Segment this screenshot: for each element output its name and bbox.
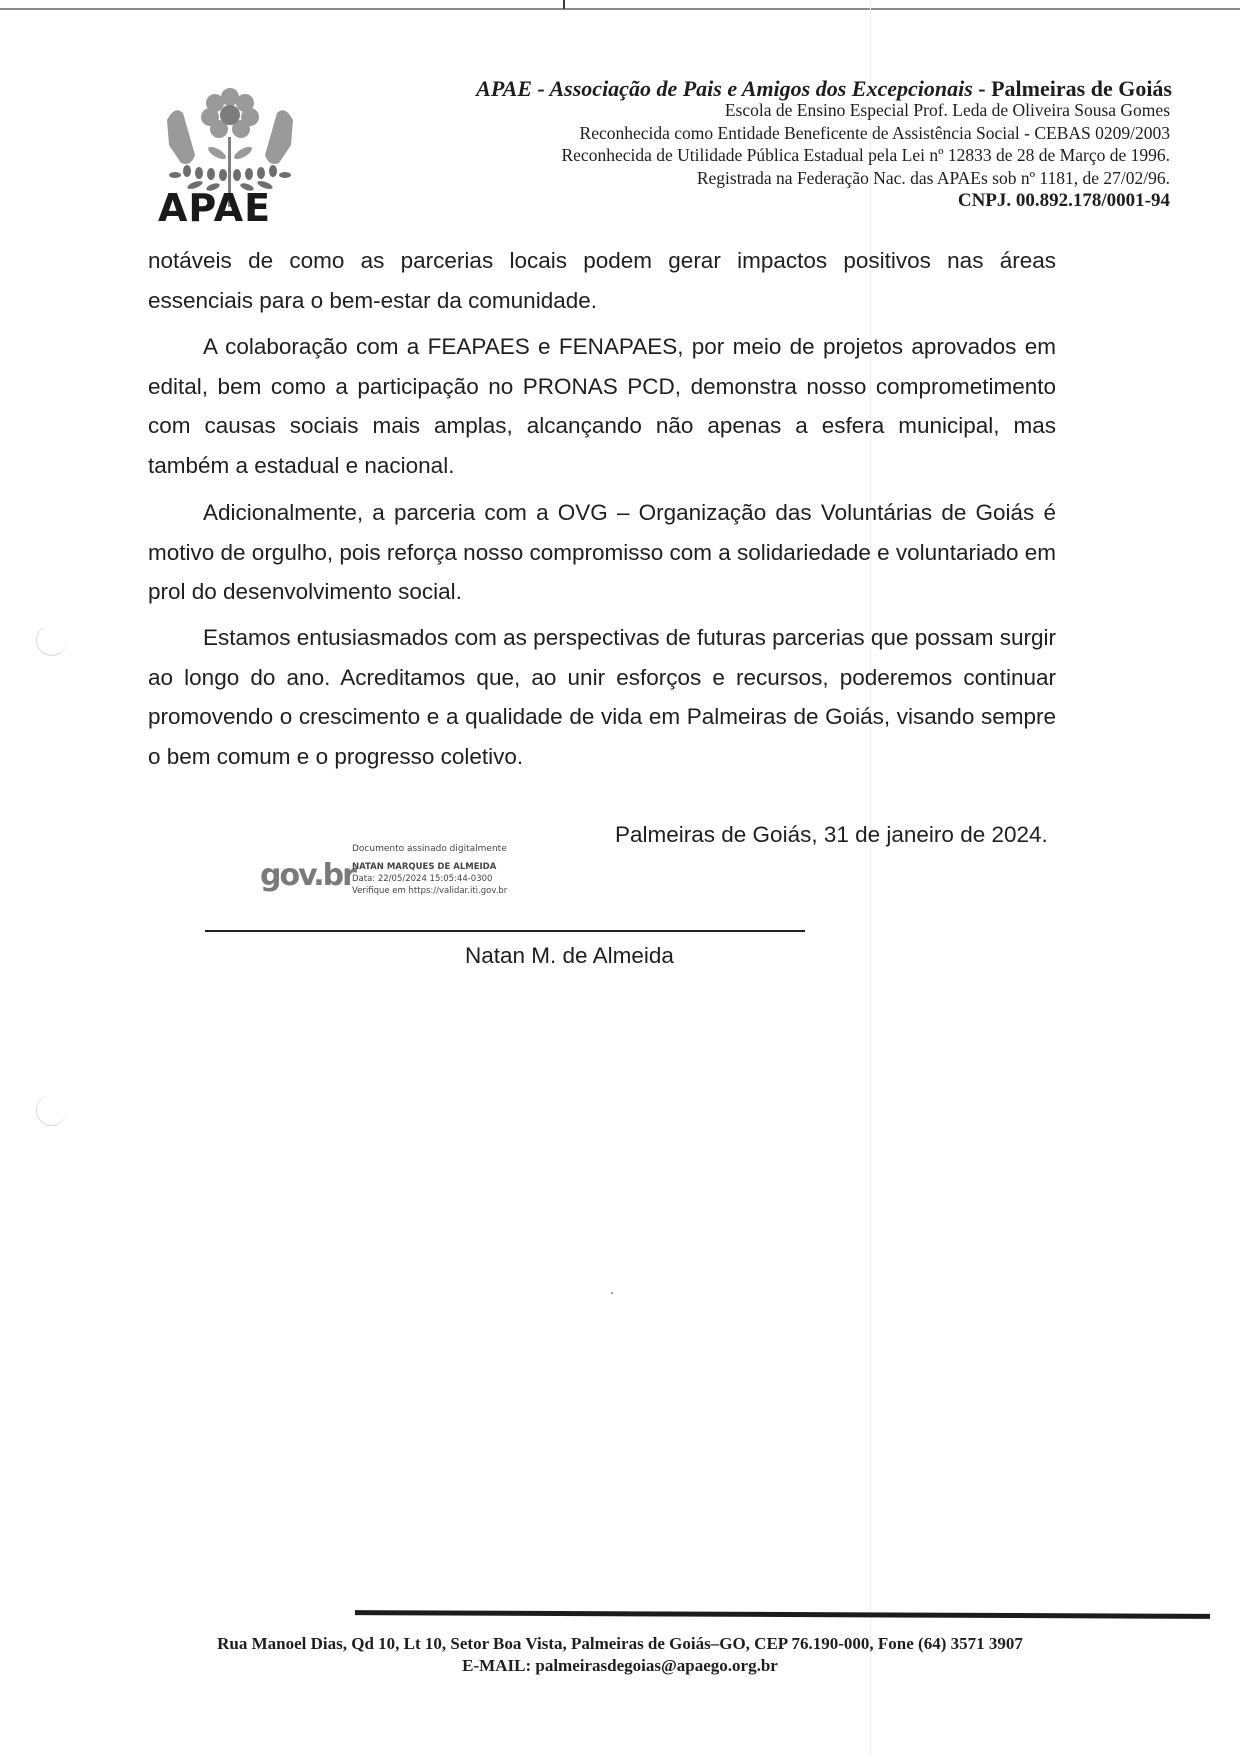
punch-hole-mark bbox=[36, 1095, 67, 1126]
signer-name: Natan M. de Almeida bbox=[465, 943, 674, 968]
scan-speck bbox=[611, 1292, 613, 1294]
footer-divider bbox=[355, 1610, 1210, 1619]
paragraph-4: Estamos entusiasmados com as perspectivas de futuras parcerias que possam surgir ao longo do ano. Acreditamos que, ao unir esforços e recursos, poderemos continuar promovendo o crescimento e a qualidade de vida em Palmeiras de Goiás, visando sempre o bem comum e o progresso coletivo. bbox=[148, 625, 1056, 769]
digital-signature-stamp bbox=[352, 843, 507, 897]
school-name-line: Escola de Ensino Especial Prof. Leda de Oliveira Sousa Gomes bbox=[724, 100, 1170, 120]
footer-address: Rua Manoel Dias, Qd 10, Lt 10, Setor Boa Vista, Palmeiras de Goiás–GO, CEP 76.190-000, Fone (64) 3571 3907 bbox=[217, 1634, 1023, 1653]
scan-edge-mark bbox=[563, 0, 565, 9]
paragraph-3: Adicionalmente, a parceria com a OVG – Organização das Voluntárias de Goiás é motivo de orgulho, pois reforça nosso compromisso com a solidariedade e voluntariado em prol do desenvolvimento social. bbox=[148, 500, 1056, 604]
paragraph-1: notáveis de como as parcerias locais podem gerar impactos positivos nas áreas essenciais para o bem-estar da comunidade. bbox=[148, 248, 1056, 313]
signature-timestamp: Data: 22/05/2024 15:05:44-0300 bbox=[352, 874, 493, 884]
footer-email[interactable]: E-MAIL: palmeirasdegoias@apaego.org.br bbox=[462, 1656, 778, 1675]
apae-logo-wordmark: APAE bbox=[158, 186, 272, 230]
punch-hole-mark bbox=[36, 625, 67, 656]
public-utility-line: Reconhecida de Utilidade Pública Estadual pela Lei nº 12833 de 28 de Março de 1996. bbox=[561, 145, 1170, 165]
signature-line bbox=[205, 930, 805, 932]
scan-edge-line bbox=[0, 8, 1240, 10]
organization-title bbox=[476, 76, 1172, 102]
place-and-date: Palmeiras de Goiás, 31 de janeiro de 2024. bbox=[615, 822, 1048, 847]
letter-body-block bbox=[148, 618, 1056, 778]
cebas-line: Reconhecida como Entidade Beneficente de Assistência Social - CEBAS 0209/2003 bbox=[579, 123, 1170, 143]
signature-verify-link[interactable]: Verifique em https://validar.iti.gov.br bbox=[352, 886, 508, 896]
cnpj-line: CNPJ. 00.892.178/0001-94 bbox=[957, 190, 1170, 211]
federation-registration-line: Registrada na Federação Nac. das APAEs sob nº 1181, de 27/02/96. bbox=[696, 168, 1170, 188]
signer-full-name: NATAN MARQUES DE ALMEIDA bbox=[352, 862, 497, 872]
organization-name: APAE - Associação de Pais e Amigos dos Excepcionais bbox=[476, 76, 973, 101]
letter-body bbox=[148, 241, 1056, 322]
organization-city: - Palmeiras de Goiás bbox=[972, 76, 1172, 101]
govbr-logo-icon: gov.br bbox=[260, 858, 355, 893]
letter-body-block bbox=[148, 327, 1056, 487]
letter-body-block bbox=[148, 493, 1056, 614]
paragraph-2: A colaboração com a FEAPAES e FENAPAES, por meio de projetos aprovados em edital, bem como a participação no PRONAS PCD, demonstra nosso comprometimento com causas sociais mais amplas, alcançando não apenas a esfera municipal, mas também a estadual e nacional. bbox=[148, 334, 1056, 478]
digital-signature-note: Documento assinado digitalmente bbox=[352, 844, 507, 854]
